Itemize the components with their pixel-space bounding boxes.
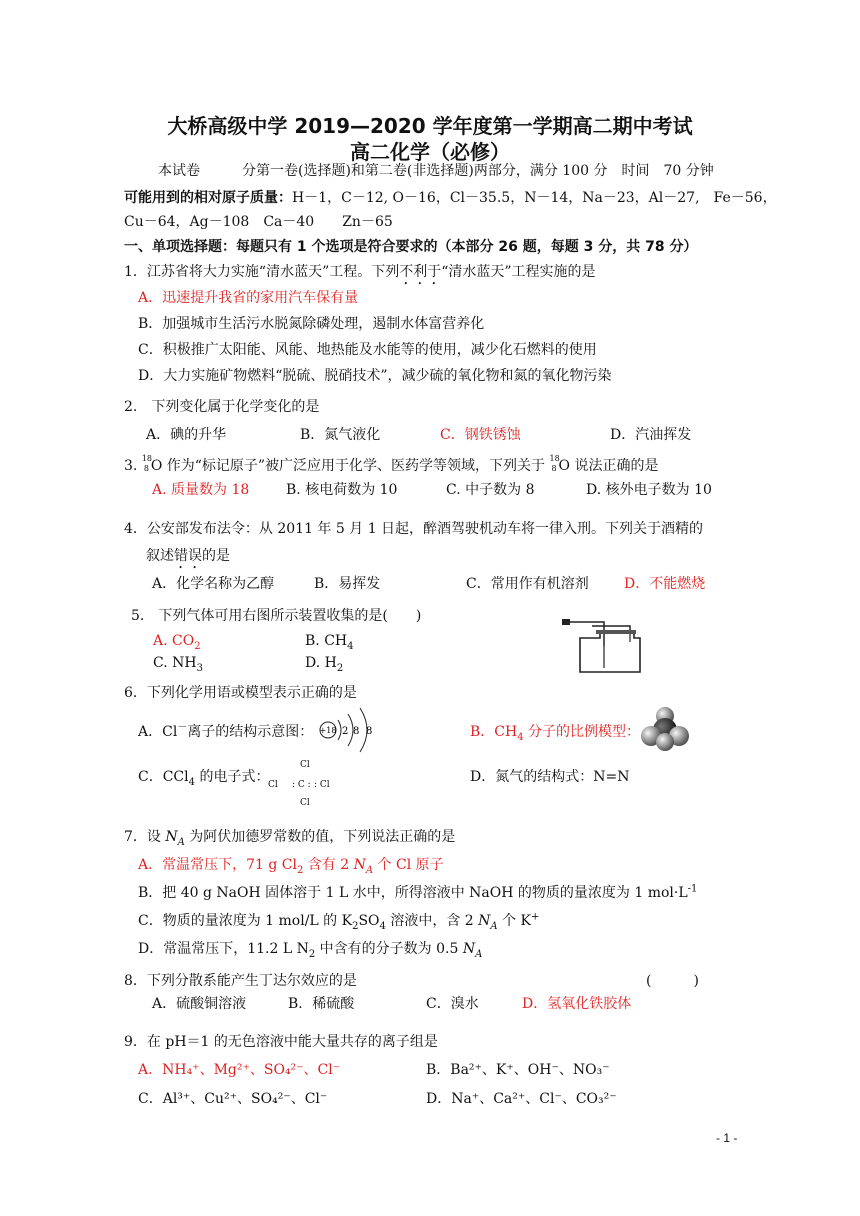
q4-stem-emphasis: 错误 (174, 548, 202, 564)
q7-option-b: B．把 40 g NaOH 固体溶于 1 L 水中，所得溶液中 NaOH 的物质的量浓度为 1 $mol\cdot L^{-1}$ (138, 883, 698, 901)
exam-title: 大桥高级中学 2019—2020 学年度第一学期高二期中考试 (167, 114, 693, 138)
isotope-notation: 18 8 (141, 454, 152, 473)
atomic-mass-values: H－1，C－12, O－16，Cl－35.5，N－14，Na－23，Al－27, Fe－56， (292, 190, 777, 206)
exam-subtitle: 高二化学（必修） (350, 140, 510, 164)
section-heading: 一、单项选择题：每题只有 1 个选项是符合要求的（本部分 26 题，每题 3 分，共 78 分） (124, 239, 698, 255)
q4-option-a: A．化学名称为乙醇 (152, 576, 275, 592)
atomic-mass-line (124, 188, 777, 208)
exam-intro: 本试卷 分第一卷(选择题)和第二卷(非选择题)两部分，满分 100 分 时间 70 分钟 (158, 163, 714, 179)
q4-stem: 4．公安部发布法令：从 2011 年 5 月 1 日起，醉酒驾驶机动车将一律入刑。下列关于酒精的 (124, 521, 704, 537)
q9-option-b: B．Ba²⁺、K⁺、OH⁻、NO₃⁻ (426, 1062, 610, 1078)
q8-option-b: B．稀硫酸 (288, 996, 355, 1012)
q9-stem: 9．在 pH＝1 的无色溶液中能大量共存的离子组是 (124, 1034, 438, 1050)
methane-space-filling-model (640, 706, 690, 752)
q3-option-c: C. 中子数为 8 (446, 482, 535, 498)
q7-option-d: D．常温常压下，11.2 L $N_2$ 中含有的分子数为 0.5 $N_A$ (138, 941, 483, 960)
ccl4-electron-formula: Cl Cl : C : : Cl Cl (268, 760, 330, 808)
q6-option-d: D．氮气的结构式：N=N (470, 769, 630, 785)
q1-stem-emphasis: 不利于 (399, 264, 442, 280)
q4-option-d: D．不能燃烧 (624, 576, 706, 592)
q2-option-b: B．氮气液化 (300, 427, 381, 443)
q3-stem: 3. 18 8 O 作为“标记原子”被广泛应用于化学、医药学等领域，下列关于 18 8 O 说法正确的是 (124, 454, 659, 474)
q6-option-c: C．CCl$_4$ 的电子式： (138, 769, 270, 788)
gas-collection-bottle-figure (560, 614, 644, 674)
q8-answer-bracket: ( ) (646, 973, 699, 989)
q7-option-c: C．物质的量浓度为 1 mol/L 的 $K_2SO_4$ 溶液中，含 2 $N_A$ 个 K+ (138, 911, 540, 932)
svg-text:8: 8 (366, 726, 373, 737)
q5-option-c: C. $NH_3$ (153, 655, 203, 674)
q8-option-a: A．硫酸铜溶液 (152, 996, 247, 1012)
q6-stem: 6．下列化学用语或模型表示正确的是 (124, 685, 357, 701)
svg-text:8: 8 (353, 726, 360, 737)
atomic-mass-line2: Cu－64，Ag－108 Ca－40 Zn－65 (124, 214, 393, 230)
q4-stem-line2: 叙述错误的是 (146, 548, 230, 564)
chloride-ion-structure-diagram (318, 702, 388, 758)
q9-option-d: D．Na⁺、Ca²⁺、Cl⁻、CO₃²⁻ (426, 1091, 617, 1107)
q4-option-b: B．易挥发 (314, 576, 381, 592)
q9-option-a: A．NH₄⁺、Mg²⁺、SO₄²⁻、Cl⁻ (138, 1062, 341, 1078)
isotope-notation-2: 18 8 (549, 454, 560, 473)
q8-stem: 8．下列分散系能产生丁达尔效应的是 (124, 973, 357, 989)
q4-option-c: C．常用作有机溶剂 (466, 576, 589, 592)
q2-option-c: C．钢铁锈蚀 (440, 427, 521, 443)
q2-stem: 2. 下列变化属于化学变化的是 (124, 399, 320, 415)
q2-option-d: D．汽油挥发 (610, 427, 692, 443)
q7-option-a: A．常温常压下，71 g $Cl_2$ 含有 2 $N_A$ 个 Cl 原子 (138, 857, 444, 876)
q8-option-d: D．氢氧化铁胶体 (522, 996, 632, 1012)
q1-option-d: D．大力实施矿物燃料“脱硫、脱硝技术”，减少硫的氧化物和氮的氧化物污染 (138, 368, 612, 384)
q8-option-c: C．溴水 (426, 996, 479, 1012)
q6-option-a: A．Cl－离子的结构示意图： (138, 722, 314, 740)
atomic-mass-label: 可能用到的相对原子质量： (124, 190, 292, 206)
q9-option-c: C．Al³⁺、Cu²⁺、SO₄²⁻、Cl⁻ (138, 1091, 328, 1107)
q1-stem: 1．江苏省将大力实施“清水蓝天”工程。下列不利于“清水蓝天”工程实施的是 (124, 264, 596, 280)
q1-option-b: B．加强城市生活污水脱氮除磷处理，遏制水体富营养化 (138, 316, 485, 332)
q5-option-d: D. $H_2$ (305, 655, 344, 674)
page-number: - 1 - (716, 1131, 738, 1145)
q3-option-b: B. 核电荷数为 10 (286, 482, 398, 498)
q3-option-a: A. 质量数为 18 (152, 482, 250, 498)
q3-option-d: D. 核外电子数为 10 (586, 482, 712, 498)
q6-option-b: B．$CH_4$ 分子的比例模型： (470, 724, 641, 743)
q5-stem: 5. 下列气体可用右图所示装置收集的是( ) (131, 608, 422, 624)
q5-option-b: B. $CH_4$ (305, 633, 354, 652)
q5-option-a: A. $CO_2$ (153, 633, 201, 652)
q7-stem: 7．设 $N_A$ 为阿伏加德罗常数的值，下列说法正确的是 (124, 829, 456, 848)
svg-text:+18: +18 (319, 726, 337, 735)
q1-option-a: A．迅速提升我省的家用汽车保有量 (138, 290, 359, 306)
q2-option-a: A．碘的升华 (146, 427, 227, 443)
svg-text:2: 2 (342, 726, 349, 737)
q1-option-c: C．积极推广太阳能、风能、地热能及水能等的使用，减少化石燃料的使用 (138, 342, 597, 358)
